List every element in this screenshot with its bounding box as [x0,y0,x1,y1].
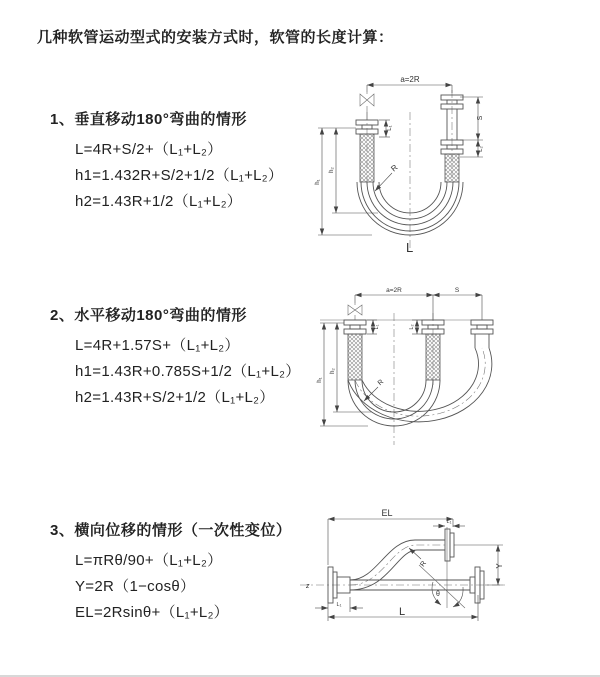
section-3-heading: 3、横向位移的情形（一次性变位） [50,522,292,539]
dimension-a2r-s [355,287,482,320]
formula-line: h1=1.43R+0.785S+1/2（L₁+L₂） [75,363,301,380]
formula-line: EL=2Rsinθ+（L₁+L₂） [75,604,229,621]
section-2-heading: 2、水平移动180°弯曲的情形 [50,307,247,324]
formula-line: h2=1.43R+1/2（L₁+L₂） [75,193,243,210]
diagram-lateral-displacement [295,505,595,665]
dimension-el [328,508,453,565]
valve-icon [348,303,362,320]
dim-label-h1: h₁ [317,377,323,383]
formula-line: h1=1.432R+S/2+1/2（L₁+L₂） [75,167,284,184]
dimension-l1 [367,320,380,334]
diagram-vertical-180-bend [310,70,590,260]
centerlines [367,90,452,248]
valve-icon [360,92,374,120]
dimension-l1-top [433,519,465,526]
section-3-formulas [75,548,325,626]
dimension-s [460,97,484,157]
dimension-y [454,545,504,585]
dimension-l1 [379,120,393,137]
angle-label: θ [436,591,440,598]
section-1-heading: 1、垂直移动180°弯曲的情形 [50,111,247,128]
radius-callout [375,163,400,191]
dimension-a2r [367,75,452,93]
radius-label: R [389,162,400,174]
section-3 [50,519,325,626]
dim-label-el: EL [381,508,393,518]
radius-callout [364,379,385,401]
dim-label-h2: h₂ [329,167,335,173]
radius-label: R [376,378,386,388]
section-1-formulas [75,137,325,215]
formula-line: h2=1.43R+S/2+1/2（L₁+L₂） [75,389,275,406]
centerlines [300,527,505,608]
center-pipe [422,320,444,380]
right-pipe [471,320,493,348]
dim-label-s: S [454,287,460,294]
dimension-l2 [409,320,422,334]
displaced-hose [350,529,454,590]
diagram-horizontal-180-bend [310,285,590,475]
hose-curves [348,348,492,426]
dim-label-a2r: a=2R [386,287,402,294]
dim-label-l2: L₂ [409,324,415,330]
length-label: L [406,240,414,255]
left-pipe [344,320,366,380]
dim-label-s: S [477,115,484,121]
dim-label-l2: L₂ [478,146,484,152]
formula-line: L=4R+S/2+（L₁+L₂） [75,141,223,158]
section-2-formulas [75,333,325,411]
dim-label-l1: L₁ [387,125,393,131]
formula-line: L=4R+1.57S+（L₁+L₂） [75,337,240,354]
formula-line: Y=2R（1−cosθ） [75,578,196,595]
dim-label-h2: h₂ [330,368,336,374]
dim-label-l1-top: L₁ [446,519,452,525]
dim-label-l: L [399,606,406,618]
section-1 [50,108,325,215]
dim-label-y: Y [495,563,504,569]
section-2 [50,304,325,411]
radius-label: R [419,560,429,569]
formula-line: L=πRθ/90+（L₁+L₂） [75,552,223,569]
page-title: 几种软管运动型式的安装方式时，软管的长度计算： [37,29,394,46]
angle-theta [419,565,465,608]
dimension-l1-bottom [315,597,363,612]
left-pipe [356,120,378,182]
dim-label-a2r: a=2R [400,75,420,84]
dimension-h1-h2 [317,323,372,426]
dim-label-l1: L₁ [374,324,380,330]
dim-label-l1-bottom: L₁ [336,602,342,608]
dim-label-h1: h₁ [315,179,321,185]
break-mark: z [306,583,310,590]
